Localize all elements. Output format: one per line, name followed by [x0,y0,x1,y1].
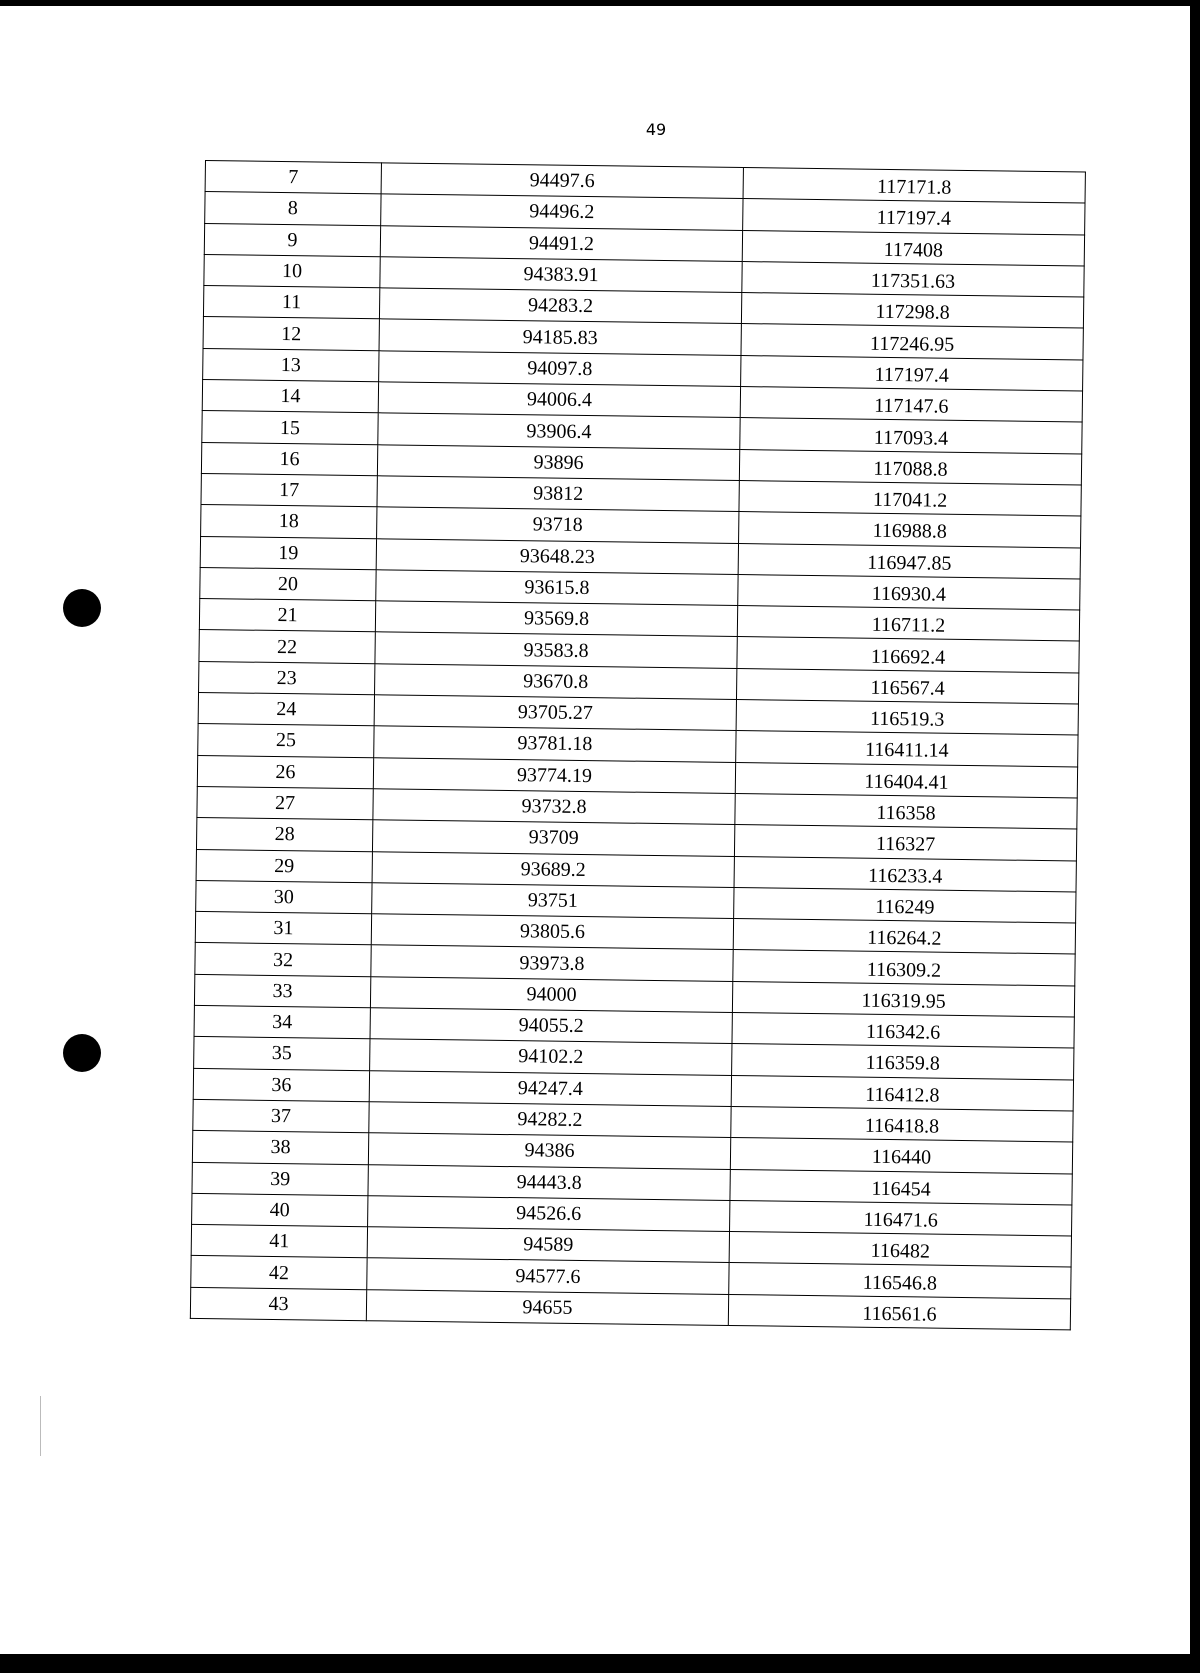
value-a-cell: 93906.4 [378,413,740,449]
value-a-cell: 94282.2 [369,1102,731,1138]
value-b-cell: 117197.4 [741,355,1083,391]
value-b-cell: 116309.2 [733,950,1075,986]
value-a-cell: 94526.6 [368,1196,730,1232]
value-a-cell: 94000 [370,976,732,1012]
value-a-cell: 94383.91 [380,257,742,293]
value-b-cell: 116471.6 [730,1200,1072,1236]
page-number: 49 [645,120,667,139]
row-index-cell: 17 [201,473,377,507]
row-index-cell: 29 [196,849,372,883]
punch-hole [63,1034,101,1072]
row-index-cell: 19 [200,536,376,570]
value-a-cell: 94443.8 [368,1164,730,1200]
value-b-cell: 116482 [729,1232,1071,1268]
row-index-cell: 26 [197,755,373,789]
value-b-cell: 116988.8 [739,512,1081,548]
value-b-cell: 116546.8 [729,1263,1071,1299]
value-a-cell: 94097.8 [379,351,741,387]
data-table-container [190,160,1085,1330]
row-index-cell: 34 [194,1005,370,1039]
value-b-cell: 116692.4 [737,637,1079,673]
row-index-cell: 28 [196,818,372,852]
value-a-cell: 94283.2 [379,288,741,324]
value-b-cell: 116319.95 [732,981,1074,1017]
row-index-cell: 31 [195,912,371,946]
value-a-cell: 93670.8 [375,664,737,700]
value-b-cell: 117041.2 [739,480,1081,516]
value-a-cell: 93689.2 [372,851,734,887]
value-b-cell: 117246.95 [741,324,1083,360]
value-b-cell: 116412.8 [731,1075,1073,1111]
value-b-cell: 116711.2 [737,606,1079,642]
value-a-cell: 93615.8 [376,570,738,606]
row-index-cell: 16 [201,442,377,476]
value-b-cell: 117093.4 [740,418,1082,454]
value-b-cell: 117197.4 [743,199,1085,235]
value-a-cell: 93896 [377,444,739,480]
value-b-cell: 116454 [730,1169,1072,1205]
value-a-cell: 93718 [377,507,739,543]
row-index-cell: 40 [192,1193,368,1227]
row-index-cell: 32 [195,943,371,977]
value-a-cell: 93709 [372,820,734,856]
row-index-cell: 37 [193,1099,369,1133]
value-a-cell: 93751 [372,883,734,919]
value-b-cell: 116342.6 [732,1012,1074,1048]
value-a-cell: 93583.8 [375,632,737,668]
value-b-cell: 116411.14 [736,731,1078,767]
row-index-cell: 13 [203,348,379,382]
value-a-cell: 94589 [367,1227,729,1263]
value-b-cell: 116567.4 [736,668,1078,704]
value-a-cell: 93648.23 [376,538,738,574]
punch-hole [63,589,101,627]
row-index-cell: 18 [201,505,377,539]
value-b-cell: 117408 [742,230,1084,266]
value-a-cell: 93781.18 [374,726,736,762]
value-b-cell: 117298.8 [741,293,1083,329]
value-a-cell: 93569.8 [375,601,737,637]
row-index-cell: 7 [205,161,381,195]
value-a-cell: 94006.4 [378,382,740,418]
row-index-cell: 35 [194,1037,370,1071]
value-b-cell: 116233.4 [734,856,1076,892]
data-table [190,160,1086,1330]
value-b-cell: 116249 [734,887,1076,923]
row-index-cell: 15 [202,411,378,445]
value-a-cell: 93812 [377,476,739,512]
row-index-cell: 20 [200,567,376,601]
value-a-cell: 94185.83 [379,319,741,355]
row-index-cell: 27 [197,786,373,820]
value-a-cell: 94247.4 [369,1070,731,1106]
value-b-cell: 116440 [730,1138,1072,1174]
row-index-cell: 14 [202,380,378,414]
row-index-cell: 21 [199,599,375,633]
row-index-cell: 11 [203,286,379,320]
row-index-cell: 10 [204,254,380,288]
value-a-cell: 94655 [366,1289,728,1325]
value-b-cell: 116561.6 [728,1294,1070,1330]
value-b-cell: 116404.41 [735,762,1077,798]
value-b-cell: 117171.8 [743,168,1085,204]
value-a-cell: 93774.19 [373,757,735,793]
value-b-cell: 116327 [734,825,1076,861]
document-page [0,6,1190,1654]
value-a-cell: 93732.8 [373,789,735,825]
value-a-cell: 94491.2 [380,225,742,261]
value-a-cell: 94577.6 [367,1258,729,1294]
value-b-cell: 116264.2 [733,919,1075,955]
row-index-cell: 9 [204,223,380,257]
value-a-cell: 94496.2 [381,194,743,230]
row-index-cell: 41 [191,1225,367,1259]
row-index-cell: 8 [205,192,381,226]
value-a-cell: 94102.2 [370,1039,732,1075]
row-index-cell: 24 [198,693,374,727]
data-table-body [190,161,1085,1330]
row-index-cell: 30 [196,880,372,914]
value-b-cell: 117147.6 [740,387,1082,423]
value-a-cell: 94497.6 [381,163,743,199]
row-index-cell: 12 [203,317,379,351]
row-index-cell: 42 [191,1256,367,1290]
row-index-cell: 36 [193,1068,369,1102]
value-a-cell: 94055.2 [370,1008,732,1044]
scan-edge-mark [40,1396,41,1456]
value-b-cell: 117351.63 [742,261,1084,297]
value-b-cell: 117088.8 [739,449,1081,485]
value-b-cell: 116359.8 [732,1044,1074,1080]
value-a-cell: 93973.8 [371,945,733,981]
row-index-cell: 23 [199,661,375,695]
value-b-cell: 116358 [735,793,1077,829]
value-a-cell: 93705.27 [374,695,736,731]
value-b-cell: 116930.4 [738,574,1080,610]
value-b-cell: 116418.8 [731,1106,1073,1142]
value-b-cell: 116947.85 [738,543,1080,579]
value-a-cell: 93805.6 [371,914,733,950]
row-index-cell: 25 [198,724,374,758]
row-index-cell: 33 [194,974,370,1008]
row-index-cell: 43 [190,1287,366,1321]
row-index-cell: 38 [192,1131,368,1165]
row-index-cell: 22 [199,630,375,664]
row-index-cell: 39 [192,1162,368,1196]
value-a-cell: 94386 [368,1133,730,1169]
value-b-cell: 116519.3 [736,700,1078,736]
